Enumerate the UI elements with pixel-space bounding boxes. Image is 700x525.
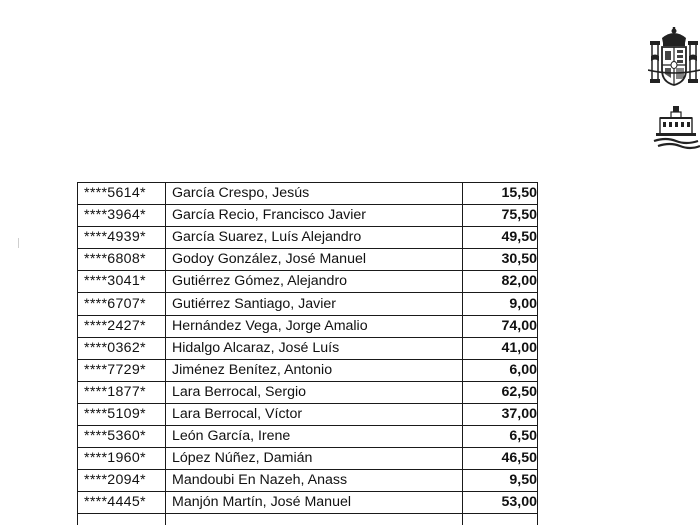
table-row (78, 271, 538, 293)
id-cell: ****5614* (78, 183, 166, 205)
table-row (78, 492, 538, 514)
name-cell: Manjón Martín, José Manuel (166, 492, 463, 514)
amount-cell: 6,00 (463, 359, 538, 381)
table-row (78, 293, 538, 315)
amount-cell: 6,50 (463, 426, 538, 448)
amount-cell: 41,00 (463, 337, 538, 359)
name-cell: Hidalgo Alcaraz, José Luís (166, 337, 463, 359)
amount-cell: 53,00 (463, 492, 538, 514)
name-cell: Lara Berrocal, Víctor (166, 403, 463, 425)
table-row (78, 470, 538, 492)
name-cell: Lara Berrocal, Sergio (166, 381, 463, 403)
id-cell: ****3041* (78, 271, 166, 293)
margin-mark (18, 238, 19, 248)
amount-cell: 9,50 (463, 470, 538, 492)
table-row (78, 227, 538, 249)
id-cell: ****4939* (78, 227, 166, 249)
name-cell: Gutiérrez Santiago, Javier (166, 293, 463, 315)
amount-cell (463, 514, 538, 525)
amount-cell: 82,00 (463, 271, 538, 293)
id-cell: ****2094* (78, 470, 166, 492)
name-cell: Mandoubi En Nazeh, Anass (166, 470, 463, 492)
name-cell: Jiménez Benítez, Antonio (166, 359, 463, 381)
table-row (78, 183, 538, 205)
table-row (78, 381, 538, 403)
table-body (78, 183, 538, 525)
amount-cell: 75,50 (463, 205, 538, 227)
id-cell: ****5360* (78, 426, 166, 448)
name-cell: Gutiérrez Gómez, Alejandro (166, 271, 463, 293)
id-cell: ****6808* (78, 249, 166, 271)
table-row (78, 514, 538, 525)
table-row (78, 359, 538, 381)
name-cell: García Suarez, Luís Alejandro (166, 227, 463, 249)
id-cell: ****2427* (78, 315, 166, 337)
table-row (78, 315, 538, 337)
id-cell: ****6707* (78, 293, 166, 315)
amount-cell: 15,50 (463, 183, 538, 205)
id-cell: ****1877* (78, 381, 166, 403)
amount-cell: 49,50 (463, 227, 538, 249)
table-row (78, 205, 538, 227)
id-cell: ****1960* (78, 448, 166, 470)
table-row (78, 403, 538, 425)
amount-cell: 30,50 (463, 249, 538, 271)
table-row (78, 426, 538, 448)
name-cell: López Núñez, Damián (166, 448, 463, 470)
name-cell: León García, Irene (166, 426, 463, 448)
name-cell (166, 514, 463, 525)
name-cell: Godoy González, José Manuel (166, 249, 463, 271)
id-cell: ****5109* (78, 403, 166, 425)
name-cell: García Recio, Francisco Javier (166, 205, 463, 227)
amount-cell: 46,50 (463, 448, 538, 470)
amount-cell: 37,00 (463, 403, 538, 425)
id-cell: ****0362* (78, 337, 166, 359)
amount-cell: 62,50 (463, 381, 538, 403)
table-row (78, 249, 538, 271)
amount-cell: 9,00 (463, 293, 538, 315)
beneficiaries-table (77, 182, 538, 525)
id-cell: ****4445* (78, 492, 166, 514)
table-row (78, 448, 538, 470)
id-cell: ****7729* (78, 359, 166, 381)
id-cell (78, 514, 166, 525)
spain-coat-of-arms-icon (648, 26, 700, 92)
id-cell: ****3964* (78, 205, 166, 227)
name-cell: Hernández Vega, Jorge Amalio (166, 315, 463, 337)
name-cell: García Crespo, Jesús (166, 183, 463, 205)
table-row (78, 337, 538, 359)
amount-cell: 74,00 (463, 315, 538, 337)
building-emblem-icon (652, 104, 700, 154)
